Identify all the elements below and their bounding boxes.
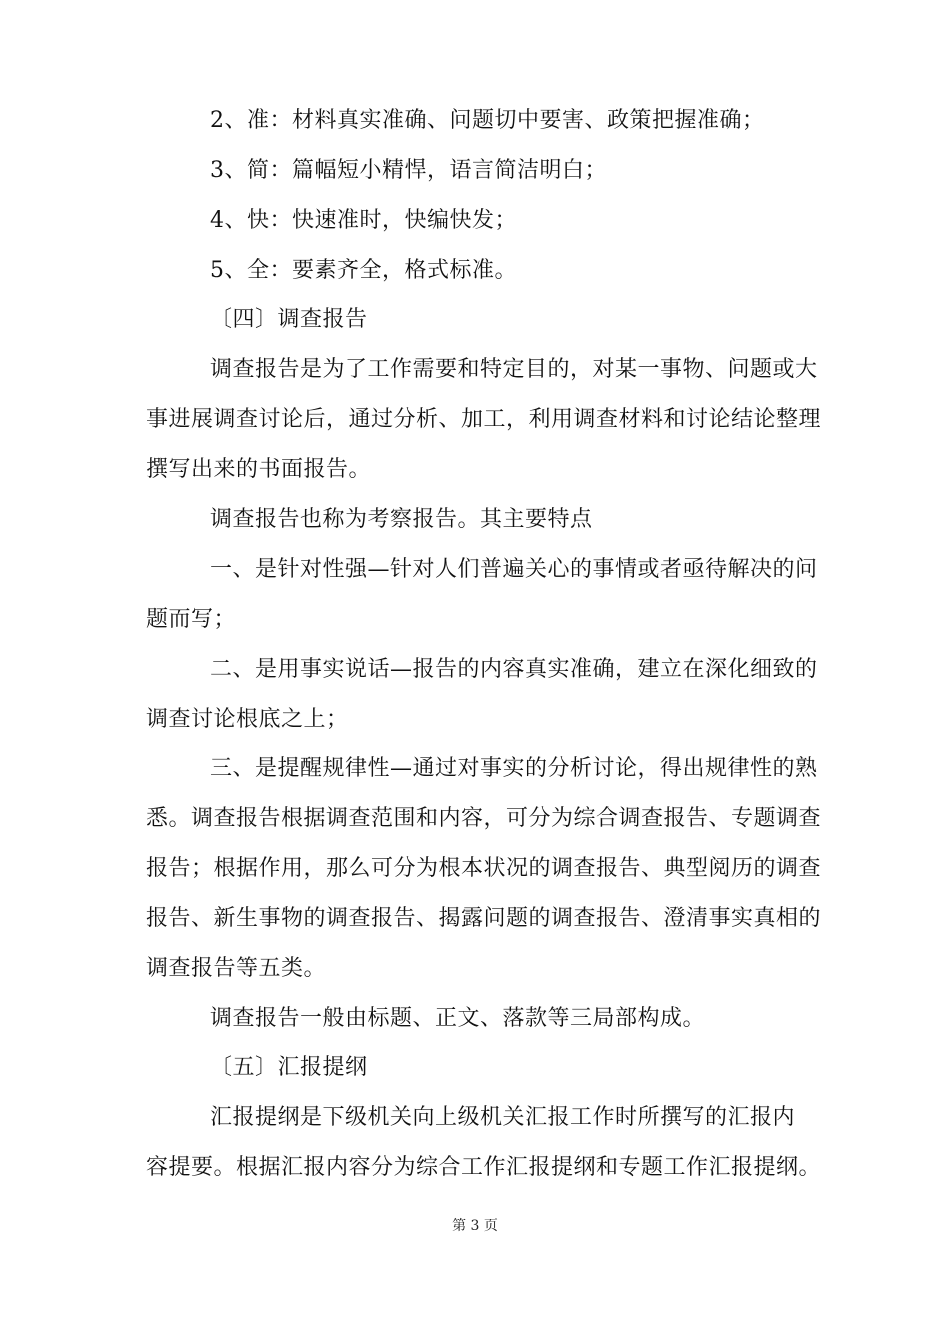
paragraph-line: 题而写； [146,607,237,632]
paragraph-line: 一、是针对性强—针对人们普遍关心的事情或者亟待解决的问 [210,557,818,582]
paragraph-line: 汇报提纲是下级机关向上级机关汇报工作时所撰写的汇报内 [210,1105,796,1130]
paragraph-line: 调查报告是为了工作需要和特定目的，对某一事物、问题或大 [210,357,818,382]
paragraph-line: 容提要。根据汇报内容分为综合工作汇报提纲和专题工作汇报提纲。 [146,1155,822,1180]
paragraph-line: 报告、新生事物的调查报告、揭露问题的调查报告、澄清事实真相的 [146,906,822,931]
list-item-zhun: 2、准：材料真实准确、问题切中要害、政策把握准确； [210,108,765,133]
paragraph-line: 撰写出来的书面报告。 [146,457,372,482]
paragraph-line: 调查报告等五类。 [146,956,327,981]
paragraph-line: 调查报告一般由标题、正文、落款等三局部构成。 [210,1006,706,1031]
section-heading-report-outline: 〔五〕汇报提纲 [210,1055,368,1080]
paragraph-line: 调查报告也称为考察报告。其主要特点 [210,507,593,532]
page-number-footer: 第 3 页 [452,1218,498,1234]
list-item-jian: 3、简：篇幅短小精悍，语言简洁明白； [210,158,607,183]
paragraph-line: 二、是用事实说话—报告的内容真实准确，建立在深化细致的 [210,657,818,682]
list-item-kuai: 4、快：快速准时，快编快发； [210,208,517,233]
section-heading-investigation-report: 〔四〕调查报告 [210,307,368,332]
list-item-quan: 5、全：要素齐全，格式标准。 [210,258,517,283]
paragraph-line: 事进展调查讨论后，通过分析、加工，利用调查材料和讨论结论整理 [146,407,822,432]
paragraph-line: 报告；根据作用，那么可分为根本状况的调查报告、典型阅历的调查 [146,856,822,881]
paragraph-line: 三、是提醒规律性—通过对事实的分析讨论，得出规律性的熟 [210,756,818,781]
paragraph-line: 调查讨论根底之上； [146,707,349,732]
paragraph-line: 悉。调查报告根据调查范围和内容，可分为综合调查报告、专题调查 [146,806,822,831]
